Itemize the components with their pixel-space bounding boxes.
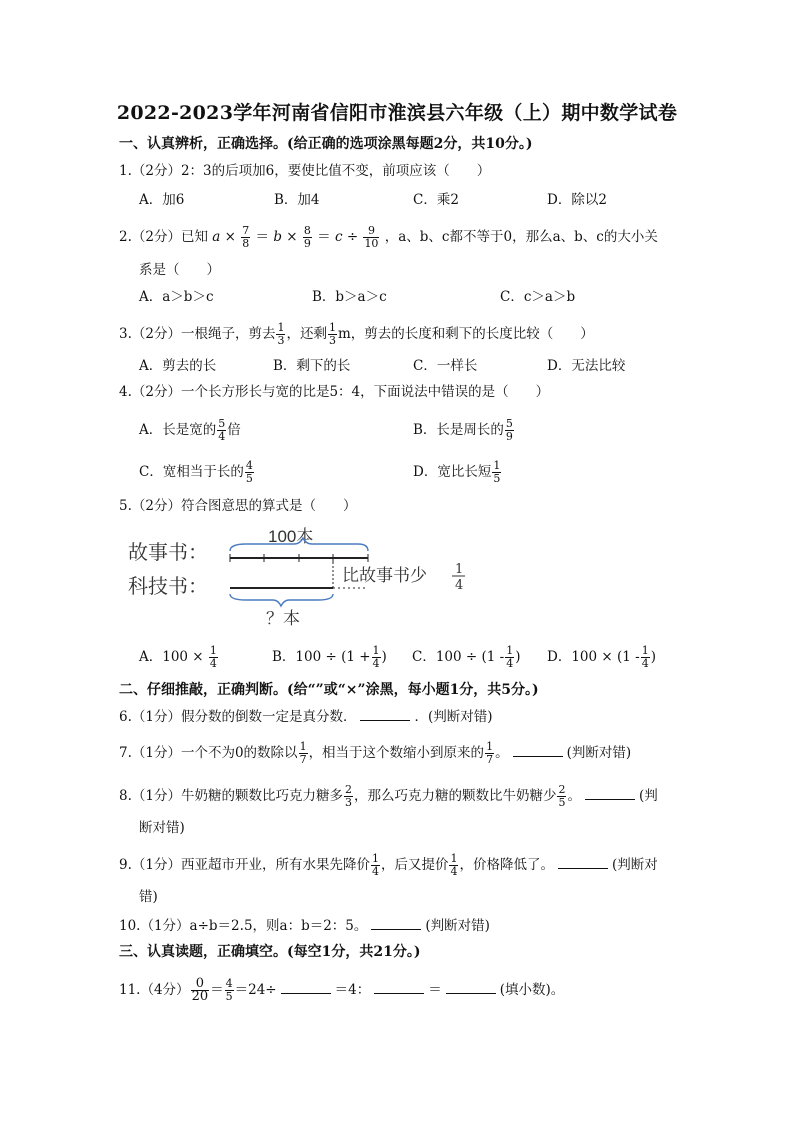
fraction-1-3b: $\frac{1}{3}$ bbox=[328, 321, 336, 347]
q4-stem: 4.（2分）一个长方形长与宽的比是5：4，下面说法中错误的是（ ） bbox=[119, 384, 550, 400]
q3-stem: 3.（2分）一根绳子，剪去 $\frac{1}{3}$ ，还剩 $\frac{1}{3}$ m，剪去的长度和剩下的长度比较（ ） bbox=[119, 321, 594, 347]
section-1-heading: 一、认真辨析，正确选择。(给正确的选项涂黑每题2分，共10分。) bbox=[119, 136, 533, 152]
q5-option-d[interactable]: D．100 × (1 - $\frac{1}{4}$ ) bbox=[547, 644, 656, 670]
q5-option-b[interactable]: B．100 ÷ (1 + $\frac{1}{4}$ ) bbox=[272, 644, 387, 670]
q11-stem: 11.（4分） $\frac{0}{20}$ ＝ $\frac{4}{5}$ ＝24÷ ＝4： ＝ (填小数)。 bbox=[119, 976, 565, 1004]
page-title: 2022-2023学年河南省信阳市淮滨县六年级（上）期中数学试卷 bbox=[116, 102, 678, 124]
q3-option-b[interactable]: B．剩下的长 bbox=[273, 358, 351, 374]
q2-option-a[interactable]: A．a＞b＞c bbox=[139, 289, 214, 305]
q2-option-c[interactable]: C．c＞a＞b bbox=[500, 289, 576, 305]
q5-option-a[interactable]: A．100 × $\frac{1}{4}$ bbox=[139, 644, 217, 670]
q11-blank-3[interactable] bbox=[446, 979, 496, 994]
q10-answer-blank[interactable] bbox=[371, 915, 421, 930]
q3-option-d[interactable]: D．无法比较 bbox=[547, 358, 626, 374]
q4-option-a[interactable]: A．长是宽的 $\frac{5}{4}$ 倍 bbox=[139, 417, 241, 443]
q2-tail-text: ，a、b、c都不等于0，那么a、b、c的大小关 bbox=[384, 229, 658, 245]
fig-top-label: 100本 bbox=[268, 527, 314, 546]
q2-option-b[interactable]: B．b＞a＞c bbox=[312, 289, 387, 305]
q5-stem: 5.（2分）符合图意思的算式是（ ） bbox=[119, 498, 357, 514]
q2-line2: 系是（ ） bbox=[139, 262, 220, 278]
q4-option-c[interactable]: C．宽相当于长的 $\frac{4}{5}$ bbox=[139, 459, 253, 485]
q1-option-c[interactable]: C．乘2 bbox=[413, 192, 459, 208]
q1-option-a[interactable]: A．加6 bbox=[139, 192, 185, 208]
q9-line2: 错) bbox=[139, 889, 158, 905]
q9-answer-blank[interactable] bbox=[558, 854, 608, 869]
q8-answer-blank[interactable] bbox=[585, 785, 635, 800]
q3-option-a[interactable]: A．剪去的长 bbox=[139, 358, 217, 374]
q8-line2: 断对错) bbox=[139, 820, 185, 836]
section-2-heading: 二、仔细推敲，正确判断。(给“”或“×”涂黑，每小题1分，共5分。) bbox=[119, 682, 539, 698]
fig-book2-label: 科技书： bbox=[128, 574, 208, 598]
q11-blank-1[interactable] bbox=[281, 979, 331, 994]
q1-option-d[interactable]: D．除以2 bbox=[547, 192, 607, 208]
q7-stem: 7.（1分）一个不为0的数除以 $\frac{1}{7}$ ，相当于这个数缩小到原来的 $\frac{1}{7}$ 。 (判断对错) bbox=[119, 740, 632, 766]
q4-option-b[interactable]: B．长是周长的 $\frac{5}{9}$ bbox=[413, 417, 513, 443]
q3-option-c[interactable]: C．一样长 bbox=[413, 358, 478, 374]
fig-frac-num: 1 bbox=[455, 562, 464, 577]
q2-pre-text: 2.（2分）已知 bbox=[119, 229, 208, 245]
fraction-7-8: $\frac{7}{8}$ bbox=[242, 224, 250, 250]
fig-side-label: 比故事书少 bbox=[342, 566, 427, 586]
q11-blank-2[interactable] bbox=[374, 979, 424, 994]
q7-answer-blank[interactable] bbox=[513, 742, 563, 757]
q1-stem: 1.（2分）2：3的后项加6，要使比值不变，前项应该（ ） bbox=[119, 163, 491, 179]
q9-stem: 9.（1分）西亚超市开业，所有水果先降价 $\frac{1}{4}$ ，后又提价 $\frac{1}{4}$ ，价格降低了。 (判断对 bbox=[119, 852, 658, 878]
fraction-8-9: $\frac{8}{9}$ bbox=[303, 224, 311, 250]
section-3-heading: 三、认真读题，正确填空。(每空1分，共21分。) bbox=[119, 944, 421, 960]
q8-stem: 8.（1分）牛奶糖的颗数比巧克力糖多 $\frac{2}{3}$ ，那么巧克力糖的颗数比牛奶糖少 $\frac{2}{5}$ 。 (判 bbox=[119, 783, 658, 809]
fig-bottom-brace bbox=[230, 594, 333, 606]
q2-stem: 2.（2分）已知 a × $\frac{7}{8}$ ＝ b × $\frac{8}{9}$ ＝ c ÷ $\frac{9}{10}$ ，a、b、c都不等于0，那么a、b、c的大小关 bbox=[119, 224, 658, 250]
q4-option-d[interactable]: D．宽比长短 $\frac{1}{5}$ bbox=[413, 459, 501, 485]
q5-option-c[interactable]: C．100 ÷ (1 - $\frac{1}{4}$ ) bbox=[412, 644, 521, 670]
fraction-1-3: $\frac{1}{3}$ bbox=[277, 321, 285, 347]
fig-frac-den: 4 bbox=[455, 578, 464, 593]
q6-stem: 6.（1分）假分数的倒数一定是真分数． ．(判断对错) bbox=[119, 706, 493, 727]
fig-book1-label: 故事书： bbox=[128, 540, 208, 564]
q5-diagram bbox=[128, 524, 488, 634]
q10-stem: 10.（1分）a÷b＝2.5，则a：b＝2：5。 (判断对错) bbox=[119, 915, 490, 936]
fig-question-label: ？本 bbox=[266, 609, 300, 629]
fraction-9-10: $\frac{9}{10}$ bbox=[364, 224, 379, 250]
q1-option-b[interactable]: B．加4 bbox=[274, 192, 320, 208]
q6-answer-blank[interactable] bbox=[360, 706, 410, 721]
